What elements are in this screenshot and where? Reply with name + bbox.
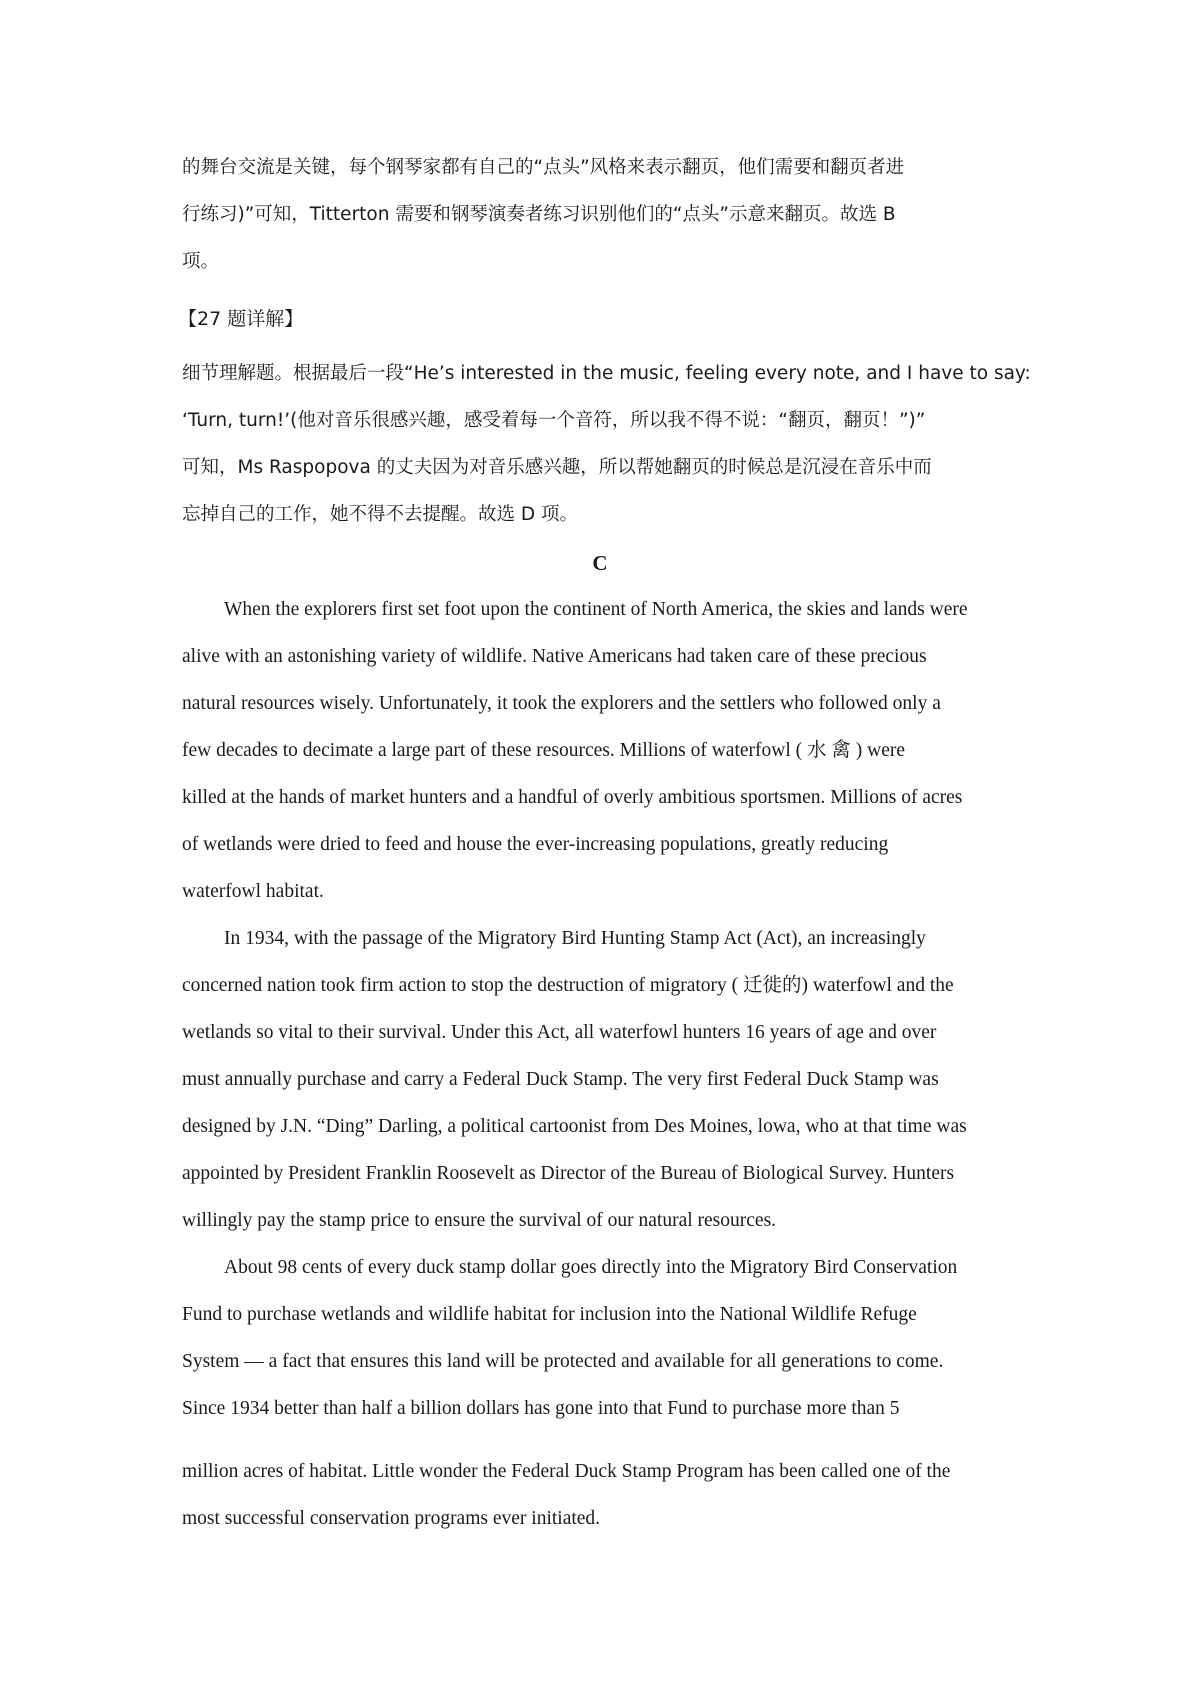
p2-line-1: In 1934, with the passage of the Migratory Bird Hunting Stamp Act (Act), an increasingly [224,928,926,949]
p3-line-5: million acres of habitat. Little wonder the Federal Duck Stamp Program has been called one of the [182,1461,951,1482]
p3-line-4: Since 1934 better than half a billion dollars has gone into that Fund to purchase more than 5 [182,1398,900,1419]
p3-line-6: most successful conservation programs ever initiated. [182,1508,601,1529]
q27-line-2: ‘Turn, turn!’(他对音乐很感兴趣，感受着每一个音符，所以我不得不说：“翻页，翻页！”)” [182,410,926,431]
section-label-c: C [592,551,608,575]
p3-line-3: System — a fact that ensures this land will be protected and available for all generations to come. [182,1351,944,1372]
p1-line-4: few decades to decimate a large part of these resources. Millions of waterfowl ( 水 禽 ) were [182,740,906,761]
p1-line-3: natural resources wisely. Unfortunately, it took the explorers and the settlers who followed only a [182,693,941,714]
p2-line-5: designed by J.N. “Ding” Darling, a political cartoonist from Des Moines, lowa, who at that time was [182,1116,967,1137]
q26-line-1: 的舞台交流是关键，每个钢琴家都有自己的“点头”风格来表示翻页，他们需要和翻页者进 [182,157,905,178]
p1-line-6: of wetlands were dried to feed and house the ever-increasing populations, greatly reducing [182,834,889,855]
p3-line-2: Fund to purchase wetlands and wildlife habitat for inclusion into the National Wildlife Refuge [182,1304,917,1325]
p1-line-5: killed at the hands of market hunters and a handful of overly ambitious sportsmen. Millions of acres [182,787,963,808]
p2-line-6: appointed by President Franklin Roosevelt as Director of the Bureau of Biological Survey. Hunters [182,1163,955,1184]
p1-line-1: When the explorers first set foot upon the continent of North America, the skies and lands were [224,599,968,620]
q27-line-4: 忘掉自己的工作，她不得不去提醒。故选 D 项。 [182,504,579,525]
p2-line-7: willingly pay the stamp price to ensure the survival of our natural resources. [182,1210,777,1231]
q27-line-3: 可知，Ms Raspopova 的丈夫因为对音乐感兴趣，所以帮她翻页的时候总是沉浸在音乐中而 [182,457,932,478]
q26-line-3: 项。 [182,251,220,272]
p2-line-2: concerned nation took firm action to stop the destruction of migratory ( 迁徙的) waterfowl and the [182,975,954,996]
p2-line-3: wetlands so vital to their survival. Under this Act, all waterfowl hunters 16 years of age and over [182,1022,937,1043]
p2-line-4: must annually purchase and carry a Federal Duck Stamp. The very first Federal Duck Stamp was [182,1069,939,1090]
p1-line-7: waterfowl habitat. [182,881,324,902]
p3-line-1: About 98 cents of every duck stamp dollar goes directly into the Migratory Bird Conservation [224,1257,958,1278]
q27-line-1: 细节理解题。根据最后一段“He’s interested in the music, feeling every note, and I have to say: [182,363,1031,384]
q26-line-2: 行练习)”可知，Titterton 需要和钢琴演奏者练习识别他们的“点头”示意来翻页。故选 B [182,204,896,225]
q27-heading: 【27 题详解】 [178,308,304,330]
p1-line-2: alive with an astonishing variety of wildlife. Native Americans had taken care of these precious [182,646,927,667]
